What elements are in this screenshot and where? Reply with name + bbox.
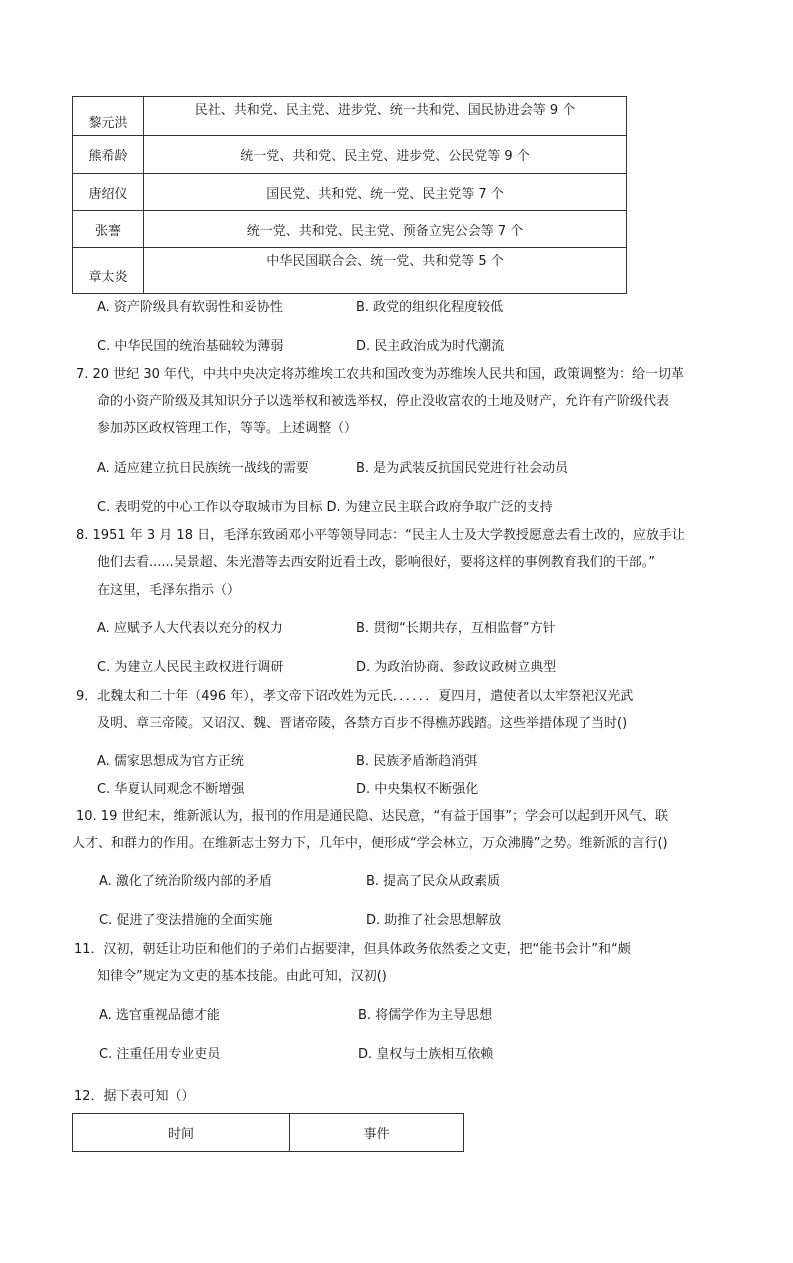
q7-stem-line1: 7. 20 世纪 30 年代，中共中央决定将苏维埃工农共和国改变为苏维埃人民共和国，政策调整为：给一切革 — [76, 367, 685, 382]
q7-stem-line2: 命的小资产阶级及其知识分子以选举权和被选举权，停止没收富农的土地及财产，允许有产阶级代表 — [97, 394, 670, 409]
table-row — [73, 97, 627, 136]
q10-option-a: A. 激化了统治阶级内部的矛盾 — [99, 874, 272, 889]
q10-stem-line2: 人才、和群力的作用。在维新志士努力下，几年中，便形成“学会林立，万众沸腾”之势。维新派的言行() — [72, 836, 668, 851]
q7-option-b: B. 是为武装反抗国民党进行社会动员 — [356, 461, 569, 476]
column-header-time: 时间 — [73, 1114, 290, 1152]
q10-option-b: B. 提高了民众从政素质 — [366, 874, 501, 889]
q11-option-d: D. 皇权与士族相互依赖 — [358, 1047, 494, 1062]
q6-option-a: A. 资产阶级具有软弱性和妥协性 — [97, 300, 283, 315]
party-list: 国民党、共和党、统一党、民主党等 7 个 — [144, 174, 627, 211]
q8-stem-line3: 在这里，毛泽东指示（） — [97, 583, 241, 598]
q8-option-d: D. 为政治协商、参政议政树立典型 — [356, 660, 557, 675]
table-row — [73, 211, 627, 248]
q6-option-d: D. 民主政治成为时代潮流 — [356, 339, 505, 354]
person-name: 张謇 — [73, 211, 144, 248]
q11-option-b: B. 将儒学作为主导思想 — [358, 1008, 493, 1023]
q10-option-d: D. 助推了社会思想解放 — [366, 913, 502, 928]
q8-option-b: B. 贯彻“长期共存，互相监督”方针 — [356, 621, 556, 636]
person-name: 熊希龄 — [73, 136, 144, 174]
person-name: 章太炎 — [73, 248, 144, 294]
q8-option-a: A. 应赋予人大代表以充分的权力 — [97, 621, 283, 636]
q10-stem-line1: 10. 19 世纪末，维新派认为，报刊的作用是通民隐、达民意，“有益于国事”；学会可以起到开风气、联 — [76, 809, 668, 824]
q8-stem-line1: 8. 1951 年 3 月 18 日，毛泽东致函邓小平等领导同志：“民主人士及大学教授愿意去看土改的，应放手让 — [76, 528, 685, 543]
q9-stem-line1: 9．北魏太和二十年（496 年），孝文帝下诏改姓为元氏．．．．．．夏四月，遣使者以太牢祭祀汉光武 — [76, 689, 634, 704]
q9-option-a: A. 儒家思想成为官方正统 — [97, 754, 244, 769]
person-name: 黎元洪 — [73, 97, 144, 136]
q8-option-c: C. 为建立人民民主政权进行调研 — [97, 660, 284, 675]
q12-stem: 12．据下表可知（） — [74, 1089, 195, 1104]
q9-stem-line2: 及明、章三帝陵。又诏汉、魏、晋诸帝陵，各禁方百步不得樵苏践踏。这些举措体现了当时() — [97, 716, 628, 731]
timeline-table — [72, 1113, 464, 1152]
q10-option-c: C. 促进了变法措施的全面实施 — [99, 913, 273, 928]
q6-option-b: B. 政党的组织化程度较低 — [356, 300, 504, 315]
party-list: 民社、共和党、民主党、进步党、统一共和党、国民协进会等 9 个 — [144, 97, 627, 136]
party-list: 统一党、共和党、民主党、预备立宪公会等 7 个 — [144, 211, 627, 248]
q11-stem-line2: 知律令”规定为文吏的基本技能。由此可知，汉初() — [97, 969, 387, 984]
q9-option-b: B. 民族矛盾渐趋消弭 — [356, 754, 478, 769]
q8-stem-line2: 他们去看......吴景超、朱光潜等去西安附近看土改，影响很好，要将这样的事例教育我们的干部。” — [97, 555, 656, 570]
table-row — [73, 248, 627, 294]
column-header-event: 事件 — [290, 1114, 464, 1152]
q7-option-cd: C. 表明党的中心工作以夺取城市为目标 D. 为建立民主联合政府争取广泛的支持 — [97, 500, 553, 515]
q9-option-d: D. 中央集权不断强化 — [356, 782, 479, 797]
q7-stem-line3: 参加苏区政权管理工作，等等。上述调整（） — [97, 421, 358, 436]
q11-stem-line1: 11．汉初，朝廷让功臣和他们的子弟们占据要津，但具体政务依然委之文吏，把“能书会计”和“颇 — [74, 942, 631, 957]
q9-option-c: C. 华夏认同观念不断增强 — [97, 782, 245, 797]
q7-option-a: A. 适应建立抗日民族统一战线的需要 — [97, 461, 309, 476]
party-list: 中华民国联合会、统一党、共和党等 5 个 — [144, 248, 627, 294]
table-row — [73, 174, 627, 211]
q6-option-c: C. 中华民国的统治基础较为薄弱 — [97, 339, 284, 354]
q11-option-c: C. 注重任用专业吏员 — [99, 1047, 221, 1062]
table-row — [73, 136, 627, 174]
person-name: 唐绍仪 — [73, 174, 144, 211]
q11-option-a: A. 选官重视品德才能 — [99, 1008, 220, 1023]
table-header-row — [73, 1114, 464, 1152]
party-table — [72, 96, 627, 294]
party-list: 统一党、共和党、民主党、进步党、公民党等 9 个 — [144, 136, 627, 174]
